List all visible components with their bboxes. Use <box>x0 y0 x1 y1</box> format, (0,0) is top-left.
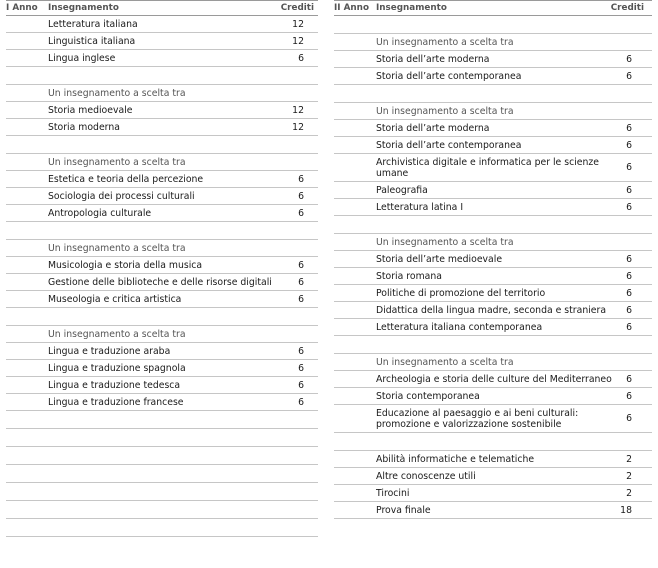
group-heading-row <box>6 85 318 102</box>
course-row <box>6 16 318 33</box>
course-row <box>6 377 318 394</box>
spacer-row <box>6 411 318 429</box>
course-name: Lingua e traduzione tedesca <box>48 380 181 391</box>
second-year-table <box>334 0 652 519</box>
course-row <box>6 205 318 222</box>
course-name: Lingua e traduzione francese <box>48 397 184 408</box>
course-credits: 6 <box>298 294 304 305</box>
course-name: Storia contemporanea <box>376 391 480 402</box>
course-row <box>6 33 318 50</box>
course-row <box>334 199 652 216</box>
course-name: Gestione delle biblioteche e delle risorse digitali <box>48 277 272 288</box>
course-name: Tirocini <box>376 488 410 499</box>
course-row <box>334 451 652 468</box>
credits-header: Crediti <box>280 3 314 13</box>
course-row <box>334 319 652 336</box>
course-row <box>6 360 318 377</box>
course-name: Educazione al paesaggio e ai beni culturali: promozione e valorizzazione sostenibile <box>376 408 579 430</box>
course-credits: 6 <box>298 363 304 374</box>
credits-header: Crediti <box>610 3 644 13</box>
spacer-row <box>334 85 652 103</box>
second-year-rows <box>334 16 652 519</box>
course-row <box>334 371 652 388</box>
course-name: Museologia e critica artistica <box>48 294 182 305</box>
course-row <box>6 274 318 291</box>
course-row <box>334 68 652 85</box>
course-name: Letteratura italiana contemporanea <box>376 322 543 333</box>
course-name: Abilità informatiche e telematiche <box>376 454 535 465</box>
course-name: Storia dell’arte moderna <box>376 54 490 65</box>
course-credits: 6 <box>298 260 304 271</box>
course-row <box>6 291 318 308</box>
course-name: Lingua e traduzione spagnola <box>48 363 186 374</box>
course-row <box>334 302 652 319</box>
course-name: Politiche di promozione del territorio <box>376 288 546 299</box>
course-name: Antropologia culturale <box>48 208 152 219</box>
course-header: Insegnamento <box>48 3 119 13</box>
course-row <box>6 188 318 205</box>
course-name: Altre conoscenze utili <box>376 471 476 482</box>
table-header <box>6 0 318 16</box>
spacer-row <box>334 16 652 34</box>
course-name: Lingua e traduzione araba <box>48 346 171 357</box>
spacer-row <box>334 336 652 354</box>
year-header: I Anno <box>6 3 38 13</box>
course-name: Letteratura italiana <box>48 19 138 30</box>
course-name: Storia dell’arte contemporanea <box>376 71 522 82</box>
course-credits: 6 <box>626 123 632 134</box>
spacer-row <box>6 136 318 154</box>
course-row <box>6 50 318 67</box>
group-heading: Un insegnamento a scelta tra <box>48 157 186 168</box>
course-credits: 6 <box>298 208 304 219</box>
spacer-row <box>6 465 318 483</box>
course-row <box>334 137 652 154</box>
group-heading-row <box>334 103 652 120</box>
course-row <box>334 388 652 405</box>
course-name: Storia dell’arte moderna <box>376 123 490 134</box>
group-heading-row <box>6 240 318 257</box>
course-credits: 12 <box>292 122 304 133</box>
course-credits: 6 <box>626 71 632 82</box>
course-row <box>334 468 652 485</box>
spacer-row <box>6 501 318 519</box>
course-credits: 6 <box>298 277 304 288</box>
course-row <box>334 285 652 302</box>
spacer-row <box>6 483 318 501</box>
first-year-rows <box>6 16 318 537</box>
group-heading: Un insegnamento a scelta tra <box>376 106 514 117</box>
course-credits: 2 <box>626 471 632 482</box>
course-row <box>6 257 318 274</box>
spacer-row <box>6 308 318 326</box>
course-name: Estetica e teoria della percezione <box>48 174 204 185</box>
course-name: Paleografia <box>376 185 428 196</box>
course-row <box>334 154 652 182</box>
group-heading: Un insegnamento a scelta tra <box>48 243 186 254</box>
course-row <box>334 405 652 433</box>
course-credits: 6 <box>298 53 304 64</box>
year-header: II Anno <box>334 3 369 13</box>
course-credits: 6 <box>626 254 632 265</box>
course-credits: 6 <box>626 271 632 282</box>
group-heading: Un insegnamento a scelta tra <box>376 37 514 48</box>
course-name: Linguistica italiana <box>48 36 136 47</box>
course-credits: 6 <box>626 162 632 173</box>
course-credits: 6 <box>626 202 632 213</box>
course-credits: 6 <box>626 374 632 385</box>
course-row <box>6 343 318 360</box>
course-row <box>6 119 318 136</box>
group-heading-row <box>334 34 652 51</box>
spacer-row <box>6 519 318 537</box>
course-name: Didattica della lingua madre, seconda e straniera <box>376 305 607 316</box>
course-name: Storia romana <box>376 271 442 282</box>
course-row <box>334 502 652 519</box>
course-credits: 2 <box>626 454 632 465</box>
spacer-row <box>334 216 652 234</box>
course-name: Prova finale <box>376 505 431 516</box>
course-credits: 6 <box>298 397 304 408</box>
course-row <box>6 171 318 188</box>
spacer-row <box>6 447 318 465</box>
group-heading-row <box>334 234 652 251</box>
course-name: Letteratura latina I <box>376 202 464 213</box>
table-header <box>334 0 652 16</box>
course-name: Storia moderna <box>48 122 120 133</box>
spacer-row <box>6 222 318 240</box>
spacer-row <box>6 67 318 85</box>
course-credits: 12 <box>292 19 304 30</box>
course-credits: 6 <box>626 185 632 196</box>
course-credits: 6 <box>626 391 632 402</box>
course-name: Archeologia e storia delle culture del Mediterraneo <box>376 374 612 385</box>
course-row <box>334 182 652 199</box>
course-credits: 2 <box>626 488 632 499</box>
course-row <box>334 485 652 502</box>
course-name: Sociologia dei processi culturali <box>48 191 195 202</box>
spacer-row <box>334 433 652 451</box>
course-header: Insegnamento <box>376 3 447 13</box>
course-row <box>334 51 652 68</box>
course-credits: 6 <box>298 380 304 391</box>
course-name: Musicologia e storia della musica <box>48 260 203 271</box>
course-credits: 12 <box>292 105 304 116</box>
course-row <box>334 268 652 285</box>
course-name: Storia dell’arte contemporanea <box>376 140 522 151</box>
course-name: Archivistica digitale e informatica per le scienze umane <box>376 157 599 179</box>
group-heading-row <box>334 354 652 371</box>
spacer-row <box>6 429 318 447</box>
course-credits: 6 <box>298 174 304 185</box>
course-credits: 12 <box>292 36 304 47</box>
group-heading: Un insegnamento a scelta tra <box>376 357 514 368</box>
course-row <box>334 120 652 137</box>
course-credits: 6 <box>626 288 632 299</box>
course-credits: 6 <box>626 140 632 151</box>
course-credits: 6 <box>298 191 304 202</box>
group-heading-row <box>6 154 318 171</box>
course-credits: 6 <box>298 346 304 357</box>
course-credits: 6 <box>626 322 632 333</box>
course-credits: 6 <box>626 305 632 316</box>
course-row <box>6 102 318 119</box>
group-heading: Un insegnamento a scelta tra <box>48 88 186 99</box>
course-row <box>334 251 652 268</box>
course-credits: 18 <box>620 505 632 516</box>
course-credits: 6 <box>626 54 632 65</box>
course-row <box>6 394 318 411</box>
course-credits: 6 <box>626 413 632 424</box>
group-heading: Un insegnamento a scelta tra <box>376 237 514 248</box>
course-name: Storia medioevale <box>48 105 133 116</box>
first-year-table <box>6 0 318 537</box>
course-name: Storia dell’arte medioevale <box>376 254 503 265</box>
group-heading-row <box>6 326 318 343</box>
group-heading: Un insegnamento a scelta tra <box>48 329 186 340</box>
course-name: Lingua inglese <box>48 53 116 64</box>
